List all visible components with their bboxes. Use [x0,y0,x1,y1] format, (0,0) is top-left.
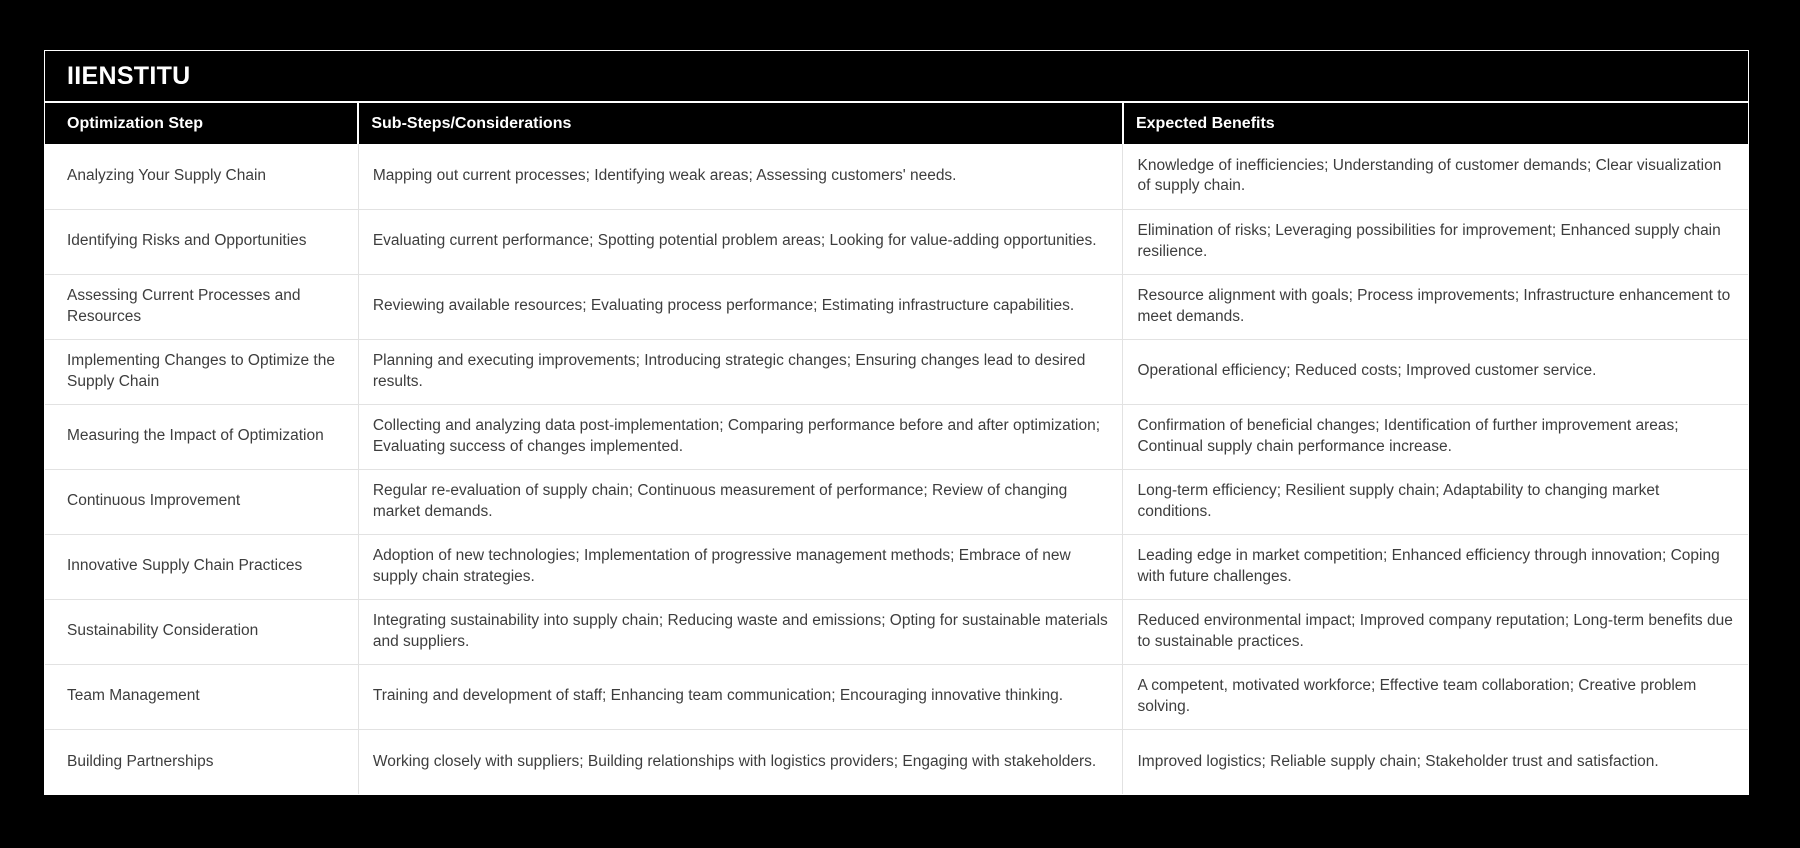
cell-benefits: Operational efficiency; Reduced costs; Improved customer service. [1123,339,1748,404]
cell-substeps: Regular re-evaluation of supply chain; Continuous measurement of performance; Review of changing market demands. [358,469,1123,534]
table-row [45,664,1748,729]
table-row [45,209,1748,274]
table-row [45,339,1748,404]
cell-substeps: Collecting and analyzing data post-implementation; Comparing performance before and after optimization; Evaluating success of changes implemented. [358,404,1123,469]
table-row [45,274,1748,339]
cell-step: Building Partnerships [45,729,358,794]
table-row [45,599,1748,664]
table-row [45,534,1748,599]
header-optimization-step: Optimization Step [45,103,358,144]
cell-step: Identifying Risks and Opportunities [45,209,358,274]
header-sub-steps: Sub-Steps/Considerations [358,103,1123,144]
cell-substeps: Reviewing available resources; Evaluating process performance; Estimating infrastructure capabilities. [358,274,1123,339]
optimization-table [45,103,1748,794]
cell-benefits: Leading edge in market competition; Enhanced efficiency through innovation; Coping with future challenges. [1123,534,1748,599]
cell-step: Assessing Current Processes and Resources [45,274,358,339]
cell-benefits: Knowledge of inefficiencies; Understanding of customer demands; Clear visualization of supply chain. [1123,144,1748,209]
table-card [44,50,1749,795]
table-row [45,729,1748,794]
table-body [45,144,1748,794]
brand-title: IIENSTITU [45,51,1748,103]
cell-benefits: A competent, motivated workforce; Effective team collaboration; Creative problem solving. [1123,664,1748,729]
cell-substeps: Integrating sustainability into supply chain; Reducing waste and emissions; Opting for sustainable materials and suppliers. [358,599,1123,664]
cell-benefits: Resource alignment with goals; Process improvements; Infrastructure enhancement to meet demands. [1123,274,1748,339]
cell-benefits: Improved logistics; Reliable supply chain; Stakeholder trust and satisfaction. [1123,729,1748,794]
cell-step: Team Management [45,664,358,729]
cell-step: Sustainability Consideration [45,599,358,664]
cell-benefits: Elimination of risks; Leveraging possibilities for improvement; Enhanced supply chain resilience. [1123,209,1748,274]
cell-substeps: Mapping out current processes; Identifying weak areas; Assessing customers' needs. [358,144,1123,209]
cell-step: Innovative Supply Chain Practices [45,534,358,599]
table-header [45,103,1748,144]
cell-substeps: Planning and executing improvements; Introducing strategic changes; Ensuring changes lead to desired results. [358,339,1123,404]
cell-benefits: Reduced environmental impact; Improved company reputation; Long-term benefits due to sustainable practices. [1123,599,1748,664]
cell-substeps: Training and development of staff; Enhancing team communication; Encouraging innovative thinking. [358,664,1123,729]
cell-step: Measuring the Impact of Optimization [45,404,358,469]
cell-step: Implementing Changes to Optimize the Supply Chain [45,339,358,404]
cell-substeps: Working closely with suppliers; Building relationships with logistics providers; Engaging with stakeholders. [358,729,1123,794]
table-row [45,469,1748,534]
table-row [45,404,1748,469]
cell-substeps: Evaluating current performance; Spotting potential problem areas; Looking for value-adding opportunities. [358,209,1123,274]
header-expected-benefits: Expected Benefits [1123,103,1748,144]
header-row [45,103,1748,144]
cell-step: Analyzing Your Supply Chain [45,144,358,209]
table-row [45,144,1748,209]
cell-benefits: Confirmation of beneficial changes; Identification of further improvement areas; Continual supply chain performance increase. [1123,404,1748,469]
cell-substeps: Adoption of new technologies; Implementation of progressive management methods; Embrace of new supply chain strategies. [358,534,1123,599]
cell-benefits: Long-term efficiency; Resilient supply chain; Adaptability to changing market conditions. [1123,469,1748,534]
cell-step: Continuous Improvement [45,469,358,534]
